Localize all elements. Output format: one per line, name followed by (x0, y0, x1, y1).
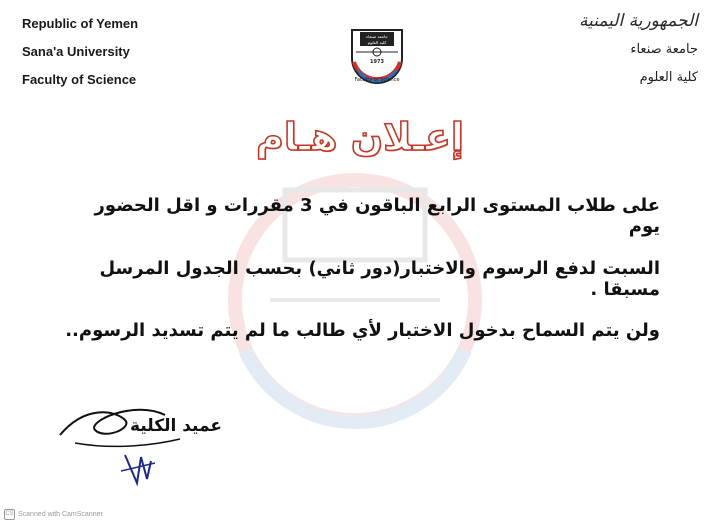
country-label: Republic of Yemen (22, 16, 139, 31)
camscanner-icon: CS (4, 509, 15, 520)
announcement-title: إعـلان هـام (256, 115, 464, 159)
signature-icon (55, 395, 215, 490)
scanner-footer (4, 509, 103, 520)
logo-year: 1973 (370, 59, 384, 65)
faculty-label: Faculty of Science (22, 72, 137, 87)
header-english (22, 10, 222, 94)
university-label: Sana'a University (22, 44, 130, 59)
logo-ring-text: Faculty of Science (354, 77, 400, 83)
university-label-ar: جامعة صنعاء (630, 42, 698, 57)
signature-title: عميد الكلية (130, 416, 222, 436)
announcement-line-3: ولن يتم السماح بدخول الاختبار لأي طالب ما لم يتم تسديد الرسوم.. (65, 320, 660, 341)
logo-top-text: جامعة صنعاء (366, 34, 388, 39)
announcement-line-1: على طلاب المستوى الرابع الباقون في 3 مقررات و اقل الحضور يوم (94, 195, 660, 237)
header-arabic (498, 6, 698, 92)
logo-subtitle: كلية العلوم (367, 40, 387, 45)
university-logo-icon (346, 18, 408, 92)
government-label-ar: الجمهورية اليمنية (578, 11, 698, 31)
faculty-label-ar: كلية العلوم (639, 70, 698, 85)
announcement-line-2: السبت لدفع الرسوم والاختبار(دور ثاني) بحسب الجدول المرسل مسبقا . (99, 258, 660, 300)
scanner-text: Scanned with CamScanner (18, 511, 103, 518)
